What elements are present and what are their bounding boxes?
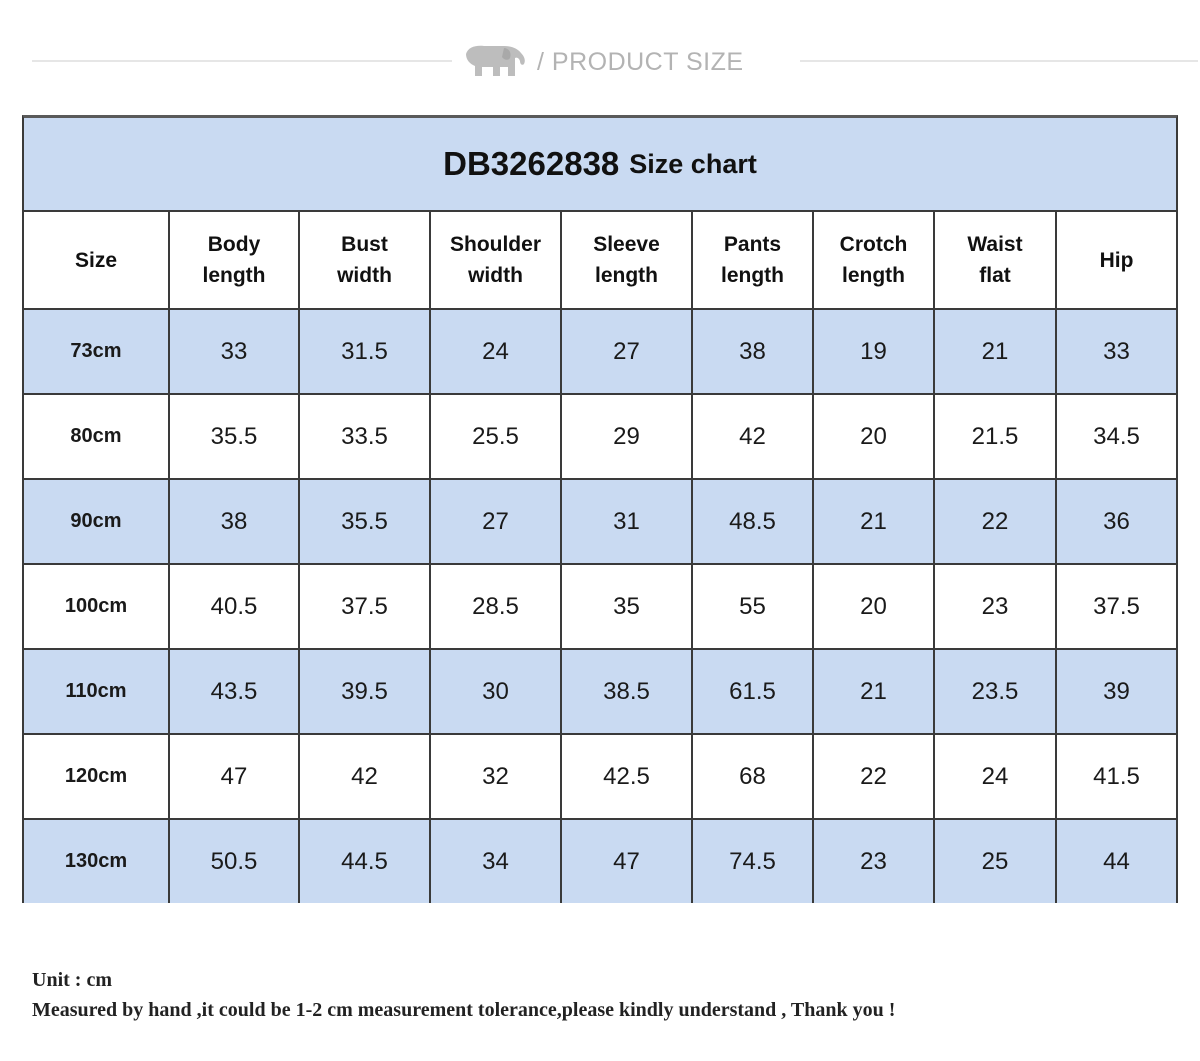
column-header-line: Waist xyxy=(967,233,1023,256)
product-code: DB3262838 xyxy=(443,145,620,182)
column-header-line: width xyxy=(468,264,523,287)
column-header-line: Shoulder xyxy=(449,233,541,256)
size-cell: 130cm xyxy=(24,819,169,903)
value-cell: 29 xyxy=(561,394,692,479)
table-row xyxy=(24,309,1176,394)
value-cell: 36 xyxy=(1056,479,1176,564)
value-cell: 33.5 xyxy=(299,394,430,479)
table-row xyxy=(24,479,1176,564)
value-cell: 61.5 xyxy=(692,649,813,734)
table-body xyxy=(24,309,1176,903)
size-cell: 73cm xyxy=(24,309,169,394)
column-header xyxy=(299,212,430,309)
value-cell: 25.5 xyxy=(430,394,561,479)
value-cell: 38 xyxy=(692,309,813,394)
value-cell: 24 xyxy=(934,734,1056,819)
table-row xyxy=(24,649,1176,734)
column-header xyxy=(934,212,1056,309)
tolerance-note: Measured by hand ,it could be 1-2 cm measurement tolerance,please kindly understand , Thank you ! xyxy=(32,999,896,1021)
notes xyxy=(32,965,895,1025)
value-cell: 48.5 xyxy=(692,479,813,564)
value-cell: 21.5 xyxy=(934,394,1056,479)
value-cell: 28.5 xyxy=(430,564,561,649)
value-cell: 40.5 xyxy=(169,564,299,649)
elephant-icon xyxy=(460,42,528,80)
value-cell: 44.5 xyxy=(299,819,430,903)
value-cell: 33 xyxy=(169,309,299,394)
value-cell: 33 xyxy=(1056,309,1176,394)
table-row xyxy=(24,819,1176,903)
value-cell: 41.5 xyxy=(1056,734,1176,819)
value-cell: 39.5 xyxy=(299,649,430,734)
value-cell: 31 xyxy=(561,479,692,564)
value-cell: 31.5 xyxy=(299,309,430,394)
value-cell: 43.5 xyxy=(169,649,299,734)
column-header xyxy=(561,212,692,309)
column-header-line: length xyxy=(721,264,784,287)
column-header-line: width xyxy=(337,264,392,287)
value-cell: 47 xyxy=(169,734,299,819)
value-cell: 21 xyxy=(813,649,934,734)
column-header-line: Size xyxy=(74,248,118,272)
section-title: / PRODUCT SIZE xyxy=(537,48,744,76)
value-cell: 30 xyxy=(430,649,561,734)
column-header-line: length xyxy=(842,264,905,287)
header-divider-left xyxy=(32,60,452,62)
value-cell: 68 xyxy=(692,734,813,819)
value-cell: 23.5 xyxy=(934,649,1056,734)
size-table xyxy=(24,212,1176,903)
value-cell: 37.5 xyxy=(299,564,430,649)
value-cell: 50.5 xyxy=(169,819,299,903)
value-cell: 32 xyxy=(430,734,561,819)
value-cell: 42.5 xyxy=(561,734,692,819)
size-chart xyxy=(22,115,1178,903)
column-header xyxy=(1056,212,1176,309)
value-cell: 21 xyxy=(934,309,1056,394)
column-header-line: Body xyxy=(207,233,261,256)
value-cell: 35.5 xyxy=(169,394,299,479)
table-header-row xyxy=(24,212,1176,309)
column-header-line: Sleeve xyxy=(593,233,660,256)
value-cell: 55 xyxy=(692,564,813,649)
column-header-line: Crotch xyxy=(839,233,908,256)
value-cell: 20 xyxy=(813,394,934,479)
column-header-line: length xyxy=(595,264,658,287)
value-cell: 22 xyxy=(813,734,934,819)
value-cell: 22 xyxy=(934,479,1056,564)
value-cell: 19 xyxy=(813,309,934,394)
column-header-line: Hip xyxy=(1099,248,1134,272)
value-cell: 34.5 xyxy=(1056,394,1176,479)
value-cell: 24 xyxy=(430,309,561,394)
value-cell: 27 xyxy=(561,309,692,394)
size-cell: 120cm xyxy=(24,734,169,819)
column-header xyxy=(813,212,934,309)
value-cell: 37.5 xyxy=(1056,564,1176,649)
value-cell: 35 xyxy=(561,564,692,649)
value-cell: 20 xyxy=(813,564,934,649)
size-cell: 110cm xyxy=(24,649,169,734)
column-header-line: flat xyxy=(979,264,1011,287)
value-cell: 27 xyxy=(430,479,561,564)
section-header xyxy=(0,38,1200,88)
column-header-line: length xyxy=(202,264,266,287)
value-cell: 23 xyxy=(934,564,1056,649)
table-row xyxy=(24,734,1176,819)
column-header xyxy=(169,212,299,309)
table-row xyxy=(24,394,1176,479)
value-cell: 35.5 xyxy=(299,479,430,564)
column-header xyxy=(430,212,561,309)
value-cell: 47 xyxy=(561,819,692,903)
value-cell: 38.5 xyxy=(561,649,692,734)
value-cell: 21 xyxy=(813,479,934,564)
table-row xyxy=(24,564,1176,649)
unit-note: Unit : cm xyxy=(32,969,112,991)
value-cell: 38 xyxy=(169,479,299,564)
value-cell: 44 xyxy=(1056,819,1176,903)
size-cell: 100cm xyxy=(24,564,169,649)
value-cell: 25 xyxy=(934,819,1056,903)
column-header-line: Pants xyxy=(723,233,782,256)
column-header xyxy=(24,212,169,309)
chart-title xyxy=(24,118,1176,212)
value-cell: 74.5 xyxy=(692,819,813,903)
column-header-line: Bust xyxy=(341,233,388,256)
value-cell: 23 xyxy=(813,819,934,903)
chart-label: Size chart xyxy=(629,148,757,179)
size-cell: 80cm xyxy=(24,394,169,479)
column-header xyxy=(692,212,813,309)
value-cell: 42 xyxy=(692,394,813,479)
header-divider-right xyxy=(800,60,1198,62)
size-cell: 90cm xyxy=(24,479,169,564)
value-cell: 42 xyxy=(299,734,430,819)
value-cell: 39 xyxy=(1056,649,1176,734)
value-cell: 34 xyxy=(430,819,561,903)
